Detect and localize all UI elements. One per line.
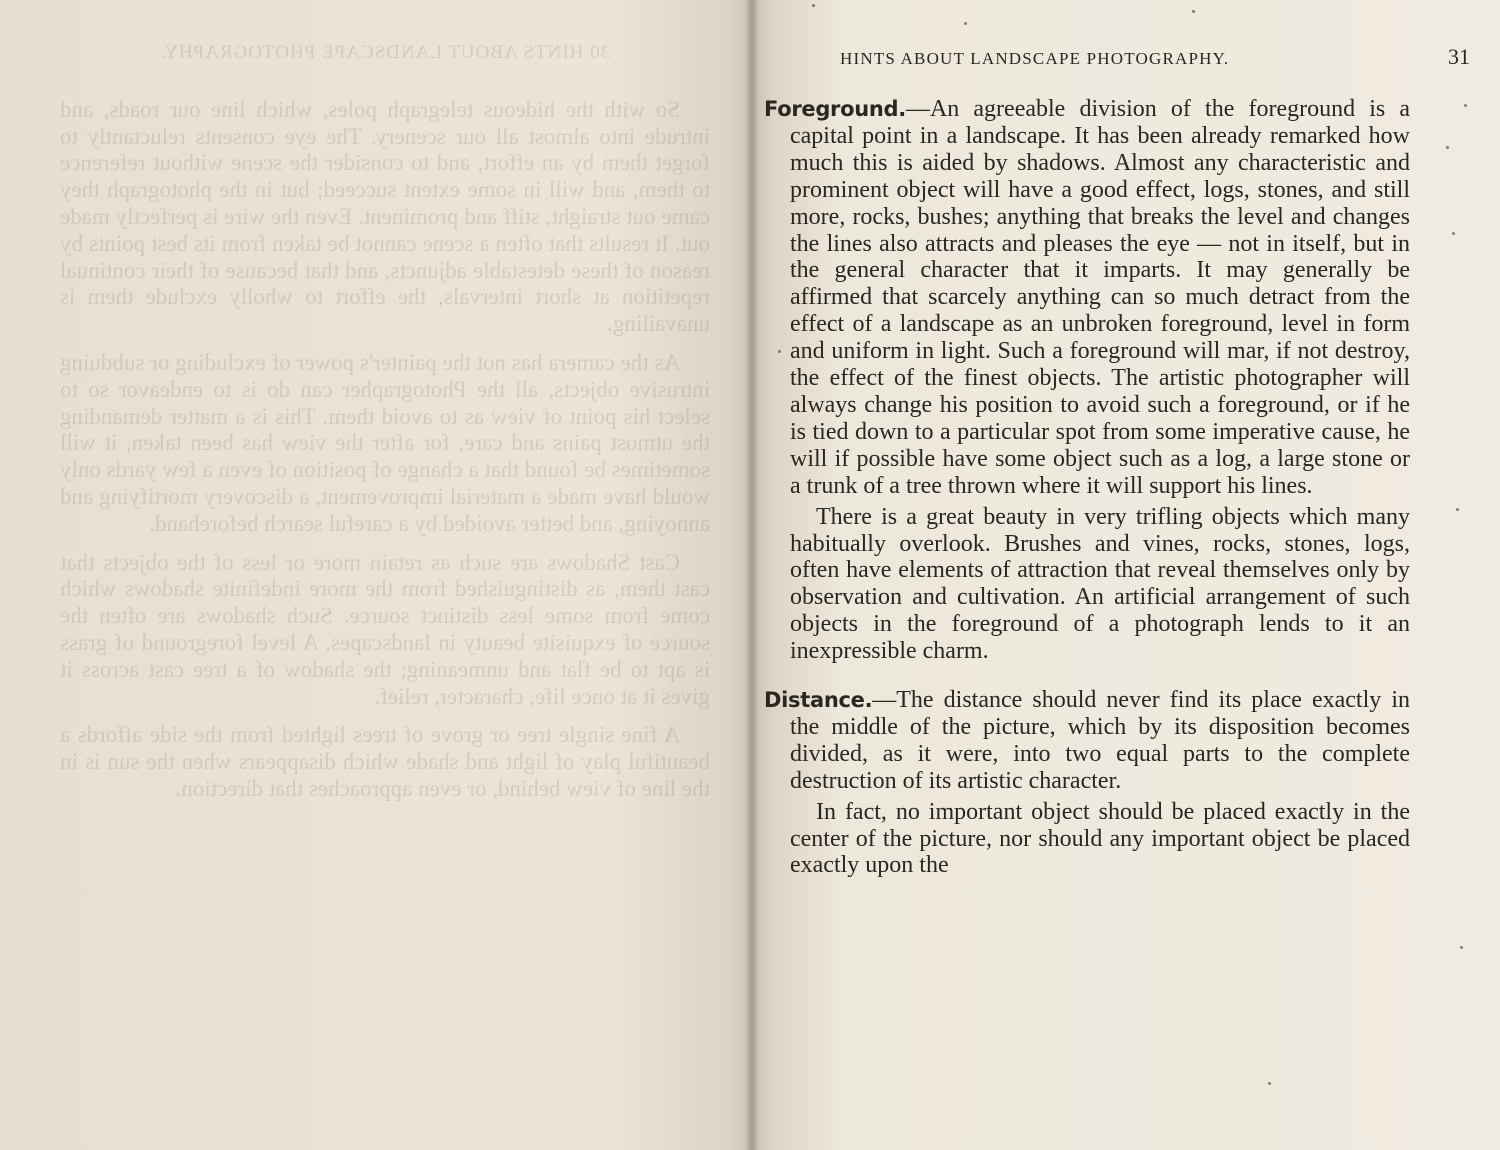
ink-speck xyxy=(1446,146,1449,149)
section-heading-foreground: Foreground. xyxy=(764,97,906,121)
ink-speck xyxy=(1268,1082,1271,1085)
running-header xyxy=(840,44,1470,70)
page-body xyxy=(764,96,1410,879)
right-page xyxy=(752,0,1500,1150)
paragraph: There is a great beauty in very trifling objects which many habitually overlook. Brushes and vines, rocks, stones, logs, often have elements of attraction that reveal themselves only by observation and cultivation. An artificial arrangement of such objects in the foreground of a photograph lends to it an inexpressible charm. xyxy=(790,503,1410,665)
page-content xyxy=(764,0,1470,1150)
ink-speck xyxy=(778,350,781,353)
bleed-paragraph: So with the hideous telegraph poles, which line our roads, and intrude into almost all our scenery. The eye consents reluctantly to forget them by an effort, and to consider the scene without reference to them, and will in some extent succeed; but in the photograph they came out straight, stiff and prominent. Even the wire is perfectly made out. It results that often a scene cannot be taken from its best points by reason of these detestable adjuncts, and that because of their continual repetition at short intervals, the effort to wholly exclude them is unavailing. xyxy=(60,96,710,337)
paragraph: In fact, no important object should be placed exactly in the center of the picture, nor should any important object be placed exactly upon the xyxy=(790,798,1410,879)
book-gutter xyxy=(746,0,758,1150)
bleed-paragraph: A fine single tree or grove of trees lighted from the side affords a beautiful play of light and shade which disappears when the sun is in the line of view behind, or even approaches that direction. xyxy=(60,722,710,801)
ink-speck xyxy=(1192,10,1195,13)
bleed-paragraph: Cast Shadows are such as retain more or less of the objects that cast them, as distinguished from the more indefinite shadows which come from some less distinct source. Such shadows are often the source of exquisite beauty in landscapes. A level foreground of grass is apt to be flat and unmeaning; the shadow of a tree cast across it gives it at once life, character, relief. xyxy=(60,549,710,709)
bleed-paragraph: As the camera has not the painter's power of excluding or subduing intrusive objects, all the Photographer can do is to endeavor so to select his point of view as to avoid them. This is a matter demanding the utmost pains and care, for after the view has been taken, it will sometimes be found that a change of position of even a few yards only would have made a material improvement, a discovery mortifying and annoying, and better avoided by a careful search beforehand. xyxy=(60,349,710,536)
running-header-title: HINTS ABOUT LANDSCAPE PHOTOGRAPHY. xyxy=(840,49,1230,68)
section-heading-distance: Distance. xyxy=(764,688,873,713)
left-page-bleed-through xyxy=(60,40,710,1070)
section-text: —An agreeable division of the foreground is a capital point in a landscape. It has been already remarked how much this is aided by shadows. Almost any characteristic and prominent object will have a good effect, logs, stones, and still more, rocks, bushes; anything that breaks the level and changes the lines also attracts and pleases the eye — not in itself, but in the general character that it imparts. It may generally be affirmed that scarcely anything can so much detract from the effect of a landscape as an unbroken foreground, level in form and uniform in light. Such a foreground will mar, if not destroy, the effect of the finest objects. The artistic photographer will always change his position to avoid such a foreground, or if he is tied down to a particular spot from some imperative cause, he will if possible have some object such as a log, a large stone or a trunk of a tree thrown where it will support his lines. xyxy=(790,96,1410,499)
ink-speck xyxy=(1464,104,1467,107)
section-distance xyxy=(764,687,1410,795)
ink-speck xyxy=(964,22,967,25)
bleed-running-header: 30 HINTS ABOUT LANDSCAPE PHOTOGRAPHY. xyxy=(159,42,611,63)
ink-speck xyxy=(1452,232,1455,235)
section-text: —The distance should never find its place exactly in the middle of the picture, which by its disposition becomes divided, as it were, into two equal parts to the complete destruction of its artistic character. xyxy=(790,687,1410,794)
ink-speck xyxy=(1456,508,1459,511)
ink-speck xyxy=(812,4,815,7)
section-foreground xyxy=(764,96,1410,500)
page-number: 31 xyxy=(1448,44,1470,69)
ink-speck xyxy=(1460,946,1463,949)
